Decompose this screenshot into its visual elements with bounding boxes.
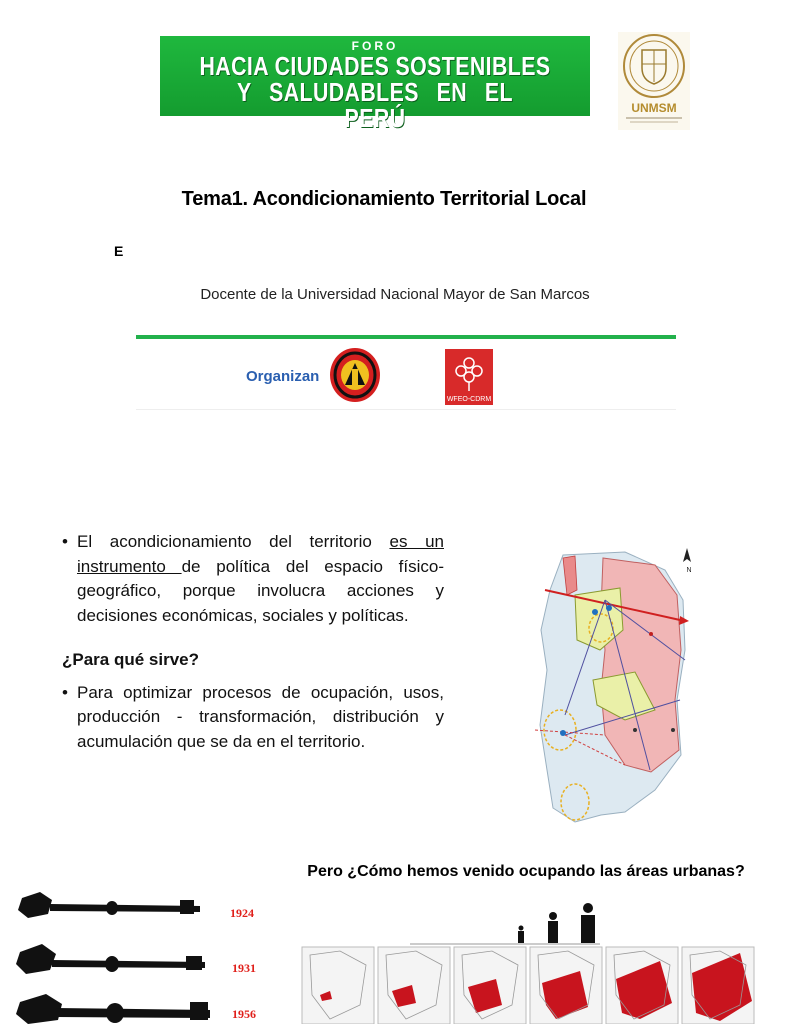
urban-evolution-maps — [300, 895, 768, 1024]
section-heading: Pero ¿Cómo hemos venido ocupando las áreas urbanas? — [307, 863, 745, 880]
territorial-map — [505, 540, 710, 835]
banner-line-2: Y SALUDABLES EN EL PERÚ — [237, 77, 513, 133]
bullet-dot: • — [62, 682, 68, 702]
organizers-label: Organizan — [246, 368, 320, 385]
north-label: N — [686, 567, 692, 574]
growth-strip-1931 — [16, 944, 205, 974]
year-1956: 1956 — [232, 1007, 256, 1021]
urban-growth-timeline — [0, 880, 300, 1024]
bullet2-text: Para optimizar procesos de ocupación, usos, producción - transformación, distribución y acumulación que se da en el territorio. — [77, 682, 444, 751]
bullet-dot: • — [62, 532, 68, 551]
engineers-college-logo — [329, 347, 381, 403]
banner-foro: FORO — [351, 39, 399, 53]
map-outlines — [310, 951, 746, 1019]
banner-line-1: HACIA CIUDADES SOSTENIBLES — [199, 51, 551, 81]
author-initial: E — [114, 243, 124, 259]
year-1931: 1931 — [232, 961, 256, 975]
bullet1-part-b: de política del espacio físico- geográfico, porque involucra acciones y decisiones económicas, sociales y políticas. — [77, 556, 444, 625]
growth-strip-1956 — [16, 994, 210, 1024]
question-heading: ¿Para qué sirve? — [62, 650, 200, 669]
docente-affiliation: Docente de la Universidad Nacional Mayor de San Marcos — [200, 286, 590, 303]
map-panels — [302, 947, 754, 1024]
page-title: Tema1. Acondicionamiento Territorial Local — [181, 188, 587, 210]
year-1924: 1924 — [230, 906, 254, 920]
unmsm-seal-logo — [618, 32, 690, 130]
bullet-purpose — [62, 681, 444, 755]
forum-banner — [160, 36, 590, 133]
growth-strip-1924 — [18, 892, 200, 918]
faint-divider — [136, 409, 676, 410]
seal-text: UNMSM — [631, 101, 677, 115]
content-text — [62, 530, 444, 754]
bullet1-underlined: es un instrumento — [77, 532, 444, 576]
north-arrow-icon — [683, 548, 691, 562]
wfeo-label: WFEO-CDRM — [446, 396, 492, 403]
green-divider — [136, 335, 676, 339]
bullet1-part-a: El acondicionamiento del territorio — [77, 532, 390, 551]
bullet-definition — [62, 530, 444, 628]
population-figures — [410, 903, 600, 944]
wfeo-cdrm-logo — [445, 349, 493, 405]
